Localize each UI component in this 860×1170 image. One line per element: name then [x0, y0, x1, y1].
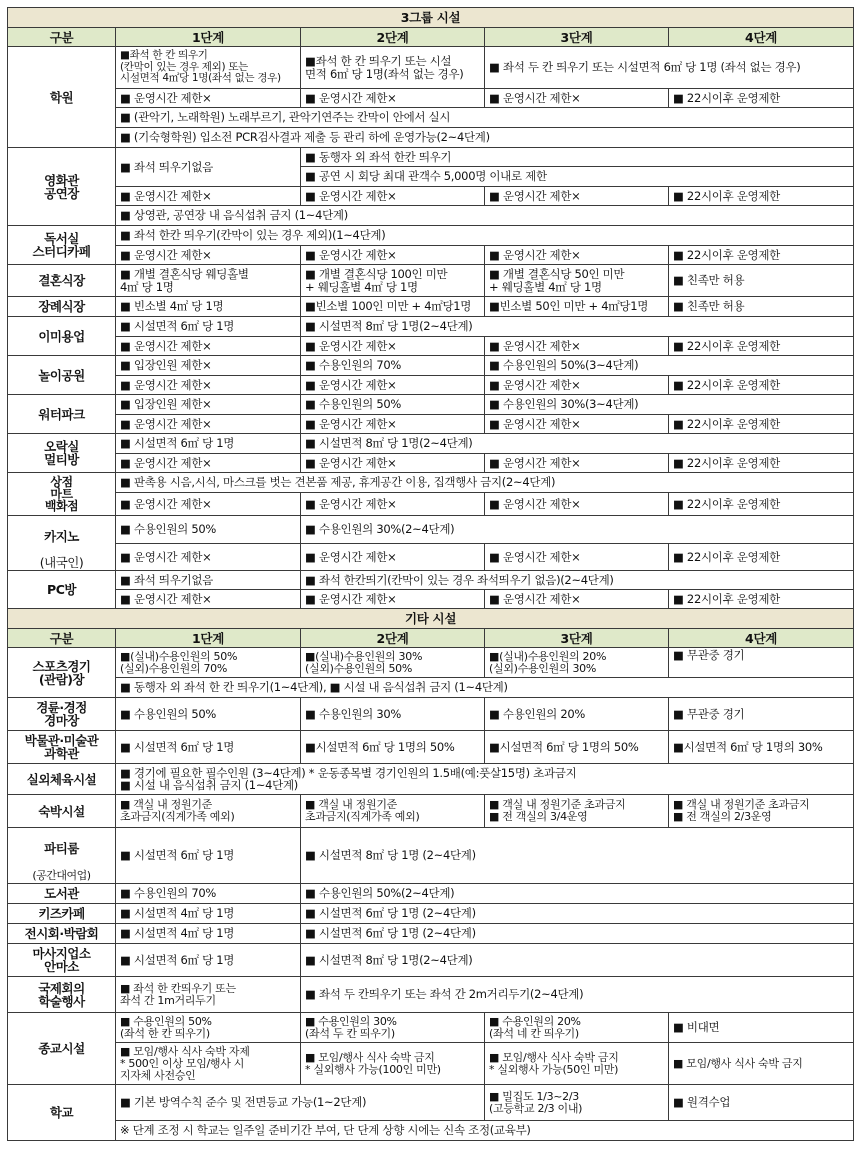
header-category: 구분: [8, 28, 116, 47]
table-row: [8, 924, 854, 944]
category-school: 학교: [8, 1085, 116, 1141]
table-cell: ■ 운영시간 제한×: [301, 544, 485, 571]
table-cell: ■ 공연 시 회당 최대 관객수 5,000명 이내로 제한: [301, 167, 854, 187]
table-cell: ■ 상영관, 공연장 내 음식섭취 금지 (1~4단계): [116, 206, 854, 226]
table-cell: ■ 개별 결혼식당 웨딩홀별 4㎡ 당 1명: [116, 265, 301, 297]
category-wedding: 결혼식장: [8, 265, 116, 297]
table-row: [8, 128, 854, 148]
table-cell: ■ 좌석 띄우기없음: [116, 148, 301, 187]
category-mart: 상점 마트 백화점: [8, 473, 116, 516]
table-cell: ■ 운영시간 제한×: [485, 337, 669, 356]
table-cell: ■ 시설면적 8㎡ 당 1명(2~4단계): [301, 434, 854, 454]
table-cell: ■ 수용인원의 50%(3~4단계): [485, 356, 854, 376]
table-cell: ■ 운영시간 제한×: [485, 376, 669, 395]
table-cell: ■ 운영시간 제한×: [485, 89, 669, 108]
casino-sub-label: (내국인): [39, 555, 84, 570]
table-cell: ■ 판촉용 시음,시식, 마스크를 벗는 견본품 제공, 휴게공간 이용, 집객행사 금지(2~4단계): [116, 473, 854, 493]
header-stage-4: 4단계: [669, 28, 854, 47]
table-cell: ■ 운영시간 제한×: [301, 454, 485, 473]
table-row: [8, 884, 854, 904]
header-stage-2: 2단계: [301, 28, 485, 47]
table-row: [8, 544, 854, 571]
table-cell: ■ 운영시간 제한×: [116, 376, 301, 395]
table-cell: ■ 운영시간 제한×: [301, 493, 485, 516]
table-cell: ■ 비대면: [669, 1013, 854, 1043]
table-row: [8, 977, 854, 1013]
table-cell: ■ 수용인원의 70%: [301, 356, 485, 376]
table-cell: ■ 22시이후 운영제한: [669, 246, 854, 265]
table-row: [8, 516, 854, 544]
table-row: [8, 944, 854, 977]
table-cell: ■ 무관중 경기: [669, 648, 854, 678]
category-study: 독서실 스터디카페: [8, 226, 116, 265]
table-cell: ■ 모임/행사 식사 숙박 금지 * 실외행사 가능(50인 미만): [485, 1043, 669, 1085]
table-cell: ■ 운영시간 제한×: [116, 544, 301, 571]
table-cell: ■ 수용인원의 20% (좌석 네 칸 띄우기): [485, 1013, 669, 1043]
category-sports: 스포츠경기 (관람)장: [8, 648, 116, 698]
category-kidscafe: 키즈카페: [8, 904, 116, 924]
distancing-rules-table: [7, 7, 854, 1141]
table-cell: ■ 수용인원의 30%(2~4단계): [301, 516, 854, 544]
table-row: [8, 698, 854, 731]
category-arcade: 오락실 멀티방: [8, 434, 116, 473]
table-cell: ■ 시설면적 6㎡ 당 1명 (2~4단계): [301, 904, 854, 924]
table-cell: ■ 좌석 띄우기없음: [116, 571, 301, 590]
category-hagwon: 학원: [8, 47, 116, 148]
table-cell: ■시설면적 6㎡ 당 1명의 50%: [301, 731, 485, 764]
table-row: [8, 89, 854, 108]
table-cell: ■ 경기에 필요한 필수인원 (3~4단계) * 운동종목별 경기인원의 1.5배(예:풋살15명) 초과금지 ■ 시설 내 음식섭취 금지 (1~4단계): [116, 764, 854, 795]
category-museum: 박물관·미술관 과학관: [8, 731, 116, 764]
category-lodging: 숙박시설: [8, 795, 116, 828]
table-cell: ■ 객실 내 정원기준 초과금지(직계가족 예외): [116, 795, 301, 828]
table-cell: ■ 입장인원 제한×: [116, 395, 301, 415]
table-cell: ■ 22시이후 운영제한: [669, 376, 854, 395]
table-row: [8, 226, 854, 246]
table-cell: ■좌석 한 칸 띄우기 또는 시설 면적 6㎡ 당 1명(좌석 없는 경우): [301, 47, 485, 89]
table-cell: ■ 무관중 경기: [669, 698, 854, 731]
table-row: [8, 148, 854, 167]
table-row: [8, 1085, 854, 1121]
header-category: 구분: [8, 629, 116, 648]
table-cell: ■ 시설면적 4㎡ 당 1명: [116, 904, 301, 924]
table-row: [8, 356, 854, 376]
table-cell: ■ 운영시간 제한×: [485, 246, 669, 265]
table-cell: ■ 운영시간 제한×: [116, 454, 301, 473]
table-cell: ■ 운영시간 제한×: [485, 415, 669, 434]
table-row: [8, 648, 854, 678]
table-cell: ■ 운영시간 제한×: [116, 415, 301, 434]
table-row: [8, 571, 854, 590]
table-cell: ■ 운영시간 제한×: [485, 454, 669, 473]
table-cell: ■ 동행자 외 좌석 한칸 띄우기: [301, 148, 854, 167]
section-group3-row: [8, 8, 854, 28]
category-library: 도서관: [8, 884, 116, 904]
table-cell: ■시설면적 6㎡ 당 1명의 50%: [485, 731, 669, 764]
table-row: [8, 297, 854, 317]
table-cell: ■ 친족만 허용: [669, 297, 854, 317]
table-cell: ■ 시설면적 6㎡ 당 1명: [116, 317, 301, 337]
table-cell: ■ 운영시간 제한×: [116, 187, 301, 206]
header-row-group3: [8, 28, 854, 47]
table-cell: ■(실내)수용인원의 20% (실외)수용인원의 30%: [485, 648, 669, 678]
header-stage-3: 3단계: [485, 28, 669, 47]
table-cell: ■ 운영시간 제한×: [301, 415, 485, 434]
table-cell: ■ (관악기, 노래학원) 노래부르기, 관악기연주는 칸막이 안에서 실시: [116, 108, 854, 128]
table-row: [8, 376, 854, 395]
table-cell: ■ 운영시간 제한×: [301, 187, 485, 206]
table-cell: ■ 수용인원의 50%: [301, 395, 485, 415]
table-cell: ■ 운영시간 제한×: [116, 337, 301, 356]
table-cell: ■ 운영시간 제한×: [485, 590, 669, 609]
casino-label: 카지노: [44, 529, 79, 544]
table-cell: ■ 수용인원의 20%: [485, 698, 669, 731]
table-cell: ■ 22시이후 운영제한: [669, 493, 854, 516]
table-cell: ■(실내)수용인원의 30% (실외)수용인원의 50%: [301, 648, 485, 678]
table-cell: ■(실내)수용인원의 50% (실외)수용인원의 70%: [116, 648, 301, 678]
table-row: [8, 265, 854, 297]
table-row: [8, 473, 854, 493]
table-cell: ■ 시설면적 6㎡ 당 1명: [116, 434, 301, 454]
table-cell: ■ 객실 내 정원기준 초과금지 ■ 전 객실의 2/3운영: [669, 795, 854, 828]
table-cell: ■시설면적 6㎡ 당 1명의 30%: [669, 731, 854, 764]
table-row: [8, 1121, 854, 1141]
table-cell: ■ 시설면적 4㎡ 당 1명: [116, 924, 301, 944]
table-cell: ■ 운영시간 제한×: [116, 89, 301, 108]
table-cell: ■ 밀집도 1/3~2/3 (고등학교 2/3 이내): [485, 1085, 669, 1121]
table-cell: ■ 모임/행사 식사 숙박 금지: [669, 1043, 854, 1085]
section-title-other: 기타 시설: [8, 609, 854, 629]
table-cell: ■ 운영시간 제한×: [301, 246, 485, 265]
table-cell: ■ 좌석 두 칸띄우기 또는 좌석 간 2m거리두기(2~4단계): [301, 977, 854, 1013]
table-row: [8, 454, 854, 473]
category-beauty: 이미용업: [8, 317, 116, 356]
table-cell: ■ 좌석 두 칸 띄우기 또는 시설면적 6㎡ 당 1명 (좌석 없는 경우): [485, 47, 854, 89]
table-cell: ■ 운영시간 제한×: [485, 544, 669, 571]
table-cell: ■ 운영시간 제한×: [116, 493, 301, 516]
table-cell: ■ 수용인원의 70%: [116, 884, 301, 904]
table-cell: ■ 운영시간 제한×: [485, 493, 669, 516]
table-cell: ■ 시설면적 6㎡ 당 1명: [116, 731, 301, 764]
table-cell: ■ 운영시간 제한×: [485, 187, 669, 206]
table-cell: ■ 22시이후 운영제한: [669, 415, 854, 434]
table-cell: ■ 22시이후 운영제한: [669, 187, 854, 206]
school-footnote: ※ 단계 조정 시 학교는 일주일 준비기간 부여, 단 단계 상향 시에는 신속 조정(교육부): [116, 1121, 854, 1141]
header-stage-1: 1단계: [116, 28, 301, 47]
table-cell: ■좌석 한 칸 띄우기 (칸막이 있는 경우 제외) 또는 시설면적 4㎡당 1명(좌석 없는 경우): [116, 47, 301, 89]
table-cell: ■ 개별 결혼식당 100인 미만 + 웨딩홀별 4㎡ 당 1명: [301, 265, 485, 297]
table-row: [8, 795, 854, 828]
header-stage-4: 4단계: [669, 629, 854, 648]
category-amusement: 놀이공원: [8, 356, 116, 395]
table-cell: ■ 22시이후 운영제한: [669, 454, 854, 473]
table-row: [8, 108, 854, 128]
category-pcbang: PC방: [8, 571, 116, 609]
table-cell: ■ 운영시간 제한×: [116, 246, 301, 265]
table-cell: ■ 원격수업: [669, 1085, 854, 1121]
table-row: [8, 47, 854, 89]
table-cell: ■ 동행자 외 좌석 한 칸 띄우기(1~4단계), ■ 시설 내 음식섭취 금지 (1~4단계): [116, 678, 854, 698]
table-cell: ■ 22시이후 운영제한: [669, 590, 854, 609]
table-cell: ■ 입장인원 제한×: [116, 356, 301, 376]
header-stage-2: 2단계: [301, 629, 485, 648]
distancing-rules-sheet: [7, 7, 853, 1141]
table-cell: ■ 22시이후 운영제한: [669, 337, 854, 356]
category-casino: [8, 516, 116, 571]
table-row: [8, 1043, 854, 1085]
table-cell: ■ 시설면적 8㎡ 당 1명 (2~4단계): [301, 828, 854, 884]
partyroom-label: 파티룸: [44, 841, 79, 856]
category-religion: 종교시설: [8, 1013, 116, 1085]
table-cell: ■ 22시이후 운영제한: [669, 89, 854, 108]
table-row: [8, 731, 854, 764]
table-row: [8, 337, 854, 356]
category-racing: 경륜·경정 경마장: [8, 698, 116, 731]
table-cell: ■ 빈소별 4㎡ 당 1명: [116, 297, 301, 317]
table-cell: ■ 객실 내 정원기준 초과금지 ■ 전 객실의 3/4운영: [485, 795, 669, 828]
table-row: [8, 187, 854, 206]
table-cell: ■ 운영시간 제한×: [301, 376, 485, 395]
category-exhibition: 전시회·박람회: [8, 924, 116, 944]
table-cell: ■ 시설면적 6㎡ 당 1명: [116, 944, 301, 977]
header-row-other: [8, 629, 854, 648]
header-stage-3: 3단계: [485, 629, 669, 648]
table-cell: ■ 기본 방역수칙 준수 및 전면등교 가능(1~2단계): [116, 1085, 485, 1121]
table-cell: ■ 수용인원의 50%: [116, 698, 301, 731]
table-cell: ■빈소별 50인 미만 + 4㎡당1명: [485, 297, 669, 317]
table-row: [8, 317, 854, 337]
table-row: [8, 828, 854, 884]
table-row: [8, 415, 854, 434]
table-row: [8, 206, 854, 226]
category-conference: 국제회의 학술행사: [8, 977, 116, 1013]
table-cell: ■ 모임/행사 식사 숙박 자제 * 500인 이상 모임/행사 시 지자체 사전승인: [116, 1043, 301, 1085]
table-cell: ■ 운영시간 제한×: [116, 590, 301, 609]
header-stage-1: 1단계: [116, 629, 301, 648]
table-cell: ■ 시설면적 6㎡ 당 1명: [116, 828, 301, 884]
table-cell: ■ 개별 결혼식당 50인 미만 + 웨딩홀별 4㎡ 당 1명: [485, 265, 669, 297]
table-cell: ■빈소별 100인 미만 + 4㎡당1명: [301, 297, 485, 317]
table-row: [8, 904, 854, 924]
table-cell: ■ 좌석 한칸띄기(칸막이 있는 경우 좌석띄우기 없음)(2~4단계): [301, 571, 854, 590]
section-other-row: [8, 609, 854, 629]
table-cell: ■ (기숙형학원) 입소전 PCR검사결과 제출 등 관리 하에 운영가능(2~4단계): [116, 128, 854, 148]
table-cell: ■ 시설면적 8㎡ 당 1명(2~4단계): [301, 944, 854, 977]
table-cell: ■ 친족만 허용: [669, 265, 854, 297]
table-cell: ■ 22시이후 운영제한: [669, 544, 854, 571]
table-cell: ■ 모임/행사 식사 숙박 금지 * 실외행사 가능(100인 미만): [301, 1043, 485, 1085]
table-cell: ■ 좌석 한 칸띄우기 또는 좌석 간 1m거리두기: [116, 977, 301, 1013]
category-massage: 마사지업소 안마소: [8, 944, 116, 977]
table-cell: ■ 수용인원의 50% (좌석 한 칸 띄우기): [116, 1013, 301, 1043]
table-cell: ■ 시설면적 6㎡ 당 1명 (2~4단계): [301, 924, 854, 944]
category-cinema: 영화관 공연장: [8, 148, 116, 226]
table-row: [8, 395, 854, 415]
table-row: [8, 434, 854, 454]
table-row: [8, 764, 854, 795]
section-title-group3: 3그룹 시설: [8, 8, 854, 28]
partyroom-sub-label: (공간대여업): [32, 869, 91, 882]
table-cell: ■ 수용인원의 50%: [116, 516, 301, 544]
table-row: [8, 246, 854, 265]
table-row: [8, 590, 854, 609]
table-cell: ■ 객실 내 정원기준 초과금지(직계가족 예외): [301, 795, 485, 828]
category-partyroom: [8, 828, 116, 884]
table-cell: ■ 수용인원의 30% (좌석 두 칸 띄우기): [301, 1013, 485, 1043]
table-cell: ■ 시설면적 8㎡ 당 1명(2~4단계): [301, 317, 854, 337]
table-cell: ■ 운영시간 제한×: [301, 89, 485, 108]
category-funeral: 장례식장: [8, 297, 116, 317]
table-cell: ■ 운영시간 제한×: [301, 590, 485, 609]
table-cell: ■ 수용인원의 30%: [301, 698, 485, 731]
table-row: [8, 1013, 854, 1043]
table-cell: ■ 수용인원의 50%(2~4단계): [301, 884, 854, 904]
table-cell: ■ 운영시간 제한×: [301, 337, 485, 356]
table-cell: ■ 좌석 한칸 띄우기(칸막이 있는 경우 제외)(1~4단계): [116, 226, 854, 246]
table-row: [8, 493, 854, 516]
table-cell: ■ 수용인원의 30%(3~4단계): [485, 395, 854, 415]
category-waterpark: 워터파크: [8, 395, 116, 434]
category-outdoor-sports: 실외체육시설: [8, 764, 116, 795]
table-row: [8, 678, 854, 698]
